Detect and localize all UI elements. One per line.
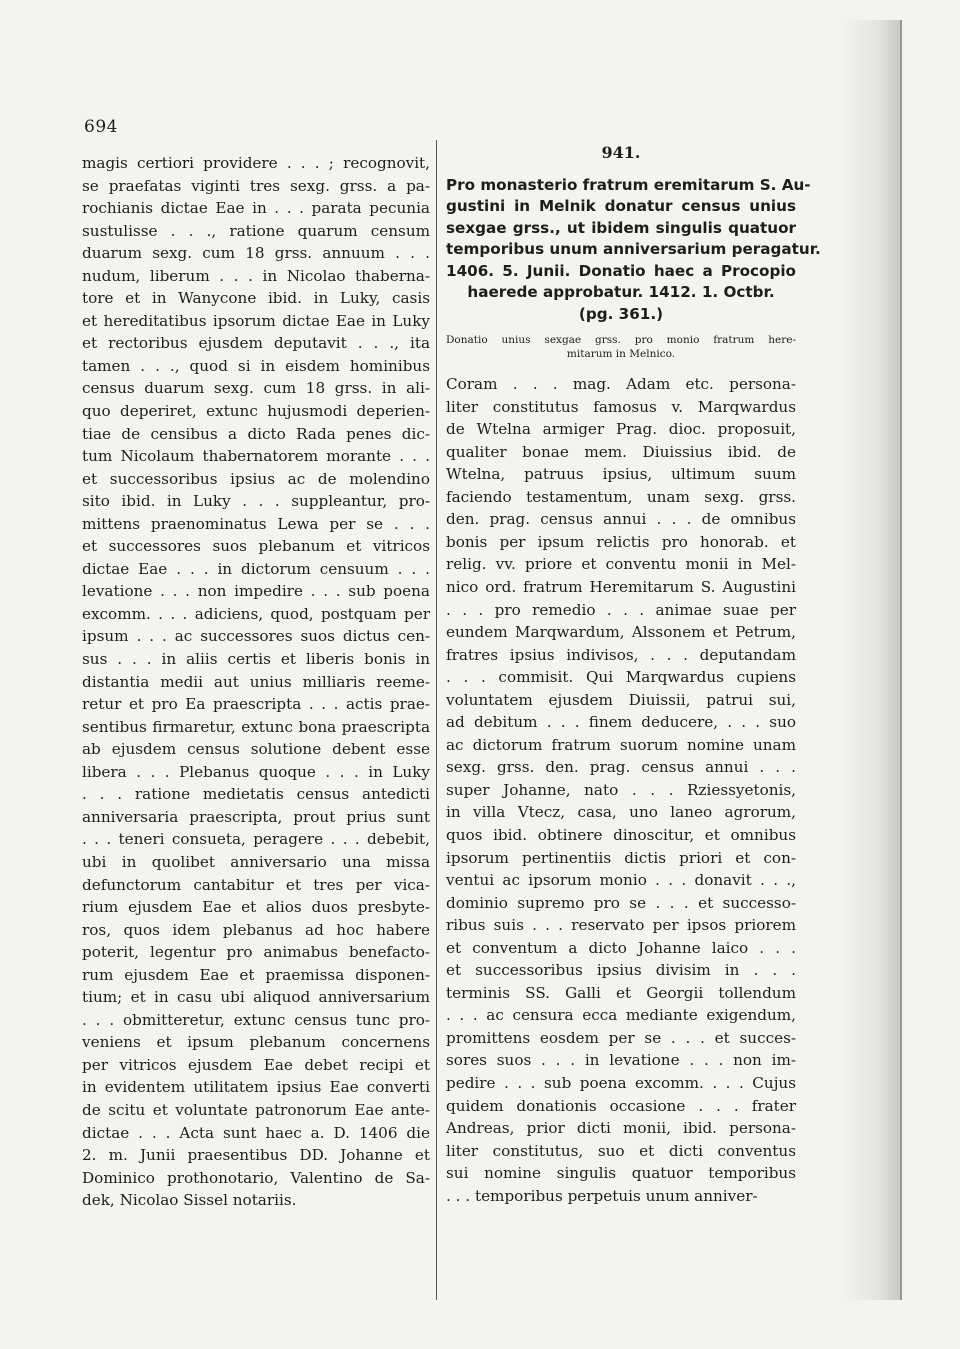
text-line: et successoribus ipsius divisim in . . . xyxy=(446,961,796,980)
text-line: ab ejusdem census solutione debent esse xyxy=(82,740,430,759)
text-line: ipsum . . . ac successores suos dictus cen- xyxy=(82,627,430,646)
book-gutter-shadow xyxy=(842,20,902,1300)
text-line: liter constitutus famosus v. Marqwardus xyxy=(446,397,796,416)
text-line: sexg. grss. den. prag. census annui . . . xyxy=(446,758,796,777)
text-line: 2. m. Junii praesentibus DD. Johanne et xyxy=(82,1146,430,1165)
text-line: rum ejusdem Eae et praemissa disponen- xyxy=(82,965,430,984)
text-line: . . . pro remedio . . . animae suae per xyxy=(446,600,796,619)
text-line: dictae Eae . . . in dictorum censuum . . . xyxy=(82,559,430,578)
text-line: mittens praenominatus Lewa per se . . . xyxy=(82,514,430,533)
left-column xyxy=(82,152,430,1212)
text-line: ventui ac ipsorum monio . . . donavit . . ., xyxy=(446,871,796,890)
text-line: . . . teneri consueta, peragere . . . debebit, xyxy=(82,830,430,849)
text-line: magis certiori providere . . . ; recognovit, xyxy=(82,154,430,172)
text-line: fratres ipsius indivisos, . . . deputandam xyxy=(446,645,796,664)
text-line: nudum, liberum . . . in Nicolao thaberna- xyxy=(82,266,430,285)
text-line: mitarum in Melnico. xyxy=(566,348,676,361)
text-line: sentibus firmaretur, extunc bona praescripta xyxy=(82,717,430,736)
text-line: se praefatas viginti tres sexg. grss. a pa- xyxy=(82,176,430,195)
document-body xyxy=(446,373,796,1207)
text-line: defunctorum cantabitur et tres per vica- xyxy=(82,875,430,894)
text-line: de Wtelna armiger Prag. dioc. proposuit, xyxy=(446,420,796,439)
text-line: gustini in Melnik donatur census unius xyxy=(446,197,796,216)
text-line: per vitricos ejusdem Eae debet recipi et xyxy=(82,1055,430,1074)
text-line: duarum sexg. cum 18 grss. annuum . . . xyxy=(82,244,430,263)
text-line: de scitu et voluntate patronorum Eae ante- xyxy=(82,1100,430,1119)
text-line: eundem Marqwardum, Alssonem et Petrum, xyxy=(446,623,796,642)
page-number: 694 xyxy=(84,117,118,137)
text-line: rium ejusdem Eae et alios duos presbyte- xyxy=(82,898,430,917)
text-line: retur et pro Ea praescripta . . . actis prae- xyxy=(82,695,430,714)
text-line: qualiter bonae mem. Diuissius ibid. de xyxy=(446,442,796,461)
text-line: ribus suis . . . reservato per ipsos priorem xyxy=(446,916,796,935)
text-line: . . . temporibus perpetuis unum anniver- xyxy=(446,1186,758,1205)
text-line: dictae . . . Acta sunt haec a. D. 1406 die xyxy=(82,1123,430,1142)
text-line: tore et in Wanycone ibid. in Luky, casis xyxy=(82,289,430,308)
text-line: Coram . . . mag. Adam etc. persona- xyxy=(446,375,796,394)
text-line: anniversaria praescripta, prout prius sunt xyxy=(82,807,430,826)
text-line: et hereditatibus ipsorum dictae Eae in Luky xyxy=(82,311,430,330)
text-line: 1406. 5. Junii. Donatio haec a Procopio xyxy=(446,261,796,280)
text-line: voluntatem ejusdem Diuissii, patrui sui, xyxy=(446,690,796,709)
text-line: super Johanne, nato . . . Rziessyetonis, xyxy=(446,780,796,799)
text-line: (pg. 361.) xyxy=(578,304,664,323)
text-line: sexgae grss., ut ibidem singulis quatuor xyxy=(446,218,796,237)
text-line: haerede approbatur. 1412. 1. Octbr. xyxy=(467,283,775,302)
text-line: tium; et in casu ubi aliquod anniversarium xyxy=(82,988,430,1007)
text-line: Donatio unius sexgae grss. pro monio fratrum here- xyxy=(446,334,796,347)
text-line: levatione . . . non impedire . . . sub poena xyxy=(82,582,430,601)
text-line: tum Nicolaum thabernatorem morante . . . xyxy=(82,447,430,466)
text-line: sus . . . in aliis certis et liberis bonis in xyxy=(82,650,430,669)
text-line: tiae de censibus a dicto Rada penes dic- xyxy=(82,424,430,443)
text-line: dominio supremo pro se . . . et successo- xyxy=(446,893,796,912)
text-line: et conventum a dicto Johanne laico . . . xyxy=(446,938,796,957)
text-line: excomm. . . . adiciens, quod, postquam per xyxy=(82,604,430,623)
text-line: nico ord. fratrum Heremitarum S. Augustini xyxy=(446,577,796,596)
text-line: sito ibid. in Luky . . . suppleantur, pro- xyxy=(82,492,430,511)
text-line: relig. vv. priore et conventu monii in Mel- xyxy=(446,555,796,574)
text-line: Pro monasterio fratrum eremitarum S. Au- xyxy=(446,175,811,194)
text-line: distantia medii aut unius milliaris reeme- xyxy=(82,672,430,691)
text-line: pedire . . . sub poena excomm. . . . Cujus xyxy=(446,1074,796,1092)
text-line: quo deperiret, extunc hujusmodi deperien- xyxy=(82,402,430,421)
column-divider xyxy=(436,140,437,1300)
text-line: Dominico prothonotario, Valentino de Sa- xyxy=(82,1168,430,1187)
text-line: in evidentem utilitatem ipsius Eae converti xyxy=(82,1078,430,1097)
text-line: et successoribus ipsius ac de molendino xyxy=(82,469,430,488)
text-line: ad debitum . . . finem deducere, . . . suo xyxy=(446,713,796,732)
text-line: census duarum sexg. cum 18 grss. in ali- xyxy=(82,379,430,398)
text-line: in villa Vtecz, casa, uno laneo agrorum, xyxy=(446,803,796,822)
text-line: sores suos . . . in levatione . . . non im- xyxy=(446,1051,796,1070)
text-line: faciendo testamentum, unam sexg. grss. xyxy=(446,487,796,506)
text-line: quidem donationis occasione . . . frater xyxy=(446,1096,796,1115)
text-line: poterit, legentur pro animabus benefacto- xyxy=(82,943,430,962)
text-line: et rectoribus ejusdem deputavit . . ., ita xyxy=(82,334,430,353)
text-line: terminis SS. Galli et Georgii tollendum xyxy=(446,983,796,1002)
text-line: libera . . . Plebanus quoque . . . in Luky xyxy=(82,762,430,781)
text-line: rochianis dictae Eae in . . . parata pecunia xyxy=(82,199,430,218)
text-line: temporibus unum anniversarium peragatur. xyxy=(446,240,821,259)
text-line: et successores suos plebanum et vitricos xyxy=(82,537,430,556)
text-line: sui nomine singulis quatuor temporibus xyxy=(446,1164,796,1183)
document-number: 941. xyxy=(601,143,641,162)
text-line: dek, Nicolao Sissel notariis. xyxy=(82,1191,297,1210)
text-line: . . . ac censura ecca mediante exigendum, xyxy=(446,1006,796,1025)
text-line: ubi in quolibet anniversario una missa xyxy=(82,852,430,871)
text-line: . . . obmitteretur, extunc census tunc pro- xyxy=(82,1010,430,1029)
text-line: quos ibid. obtinere dinoscitur, et omnibus xyxy=(446,825,796,844)
text-line: ac dictorum fratrum suorum nomine unam xyxy=(446,735,796,754)
text-line: sustulisse . . ., ratione quarum censum xyxy=(82,221,430,240)
text-line: promittens eosdem per se . . . et succes- xyxy=(446,1028,796,1047)
text-line: veniens et ipsum plebanum concernens xyxy=(82,1033,430,1052)
text-line: den. prag. census annui . . . de omnibus xyxy=(446,510,796,529)
text-line: bonis per ipsum relictis pro honorab. et xyxy=(446,532,796,551)
text-line: liter constitutus, suo et dicti conventus xyxy=(446,1141,796,1160)
right-column xyxy=(446,142,821,1207)
text-line: Andreas, prior dicti monii, ibid. persona- xyxy=(446,1119,796,1138)
text-line: ros, quos idem plebanus ad hoc habere xyxy=(82,920,430,939)
text-line: Wtelna, patruus ipsius, ultimum suum xyxy=(446,465,796,484)
document-heading xyxy=(446,175,821,326)
document-summary xyxy=(446,333,796,361)
text-line: . . . commisit. Qui Marqwardus cupiens xyxy=(446,668,796,687)
text-line: tamen . . ., quod si in eisdem hominibus xyxy=(82,356,430,375)
text-line: . . . ratione medietatis census antedicti xyxy=(82,785,430,804)
text-line: ipsorum pertinentiis dictis priori et con- xyxy=(446,848,796,867)
